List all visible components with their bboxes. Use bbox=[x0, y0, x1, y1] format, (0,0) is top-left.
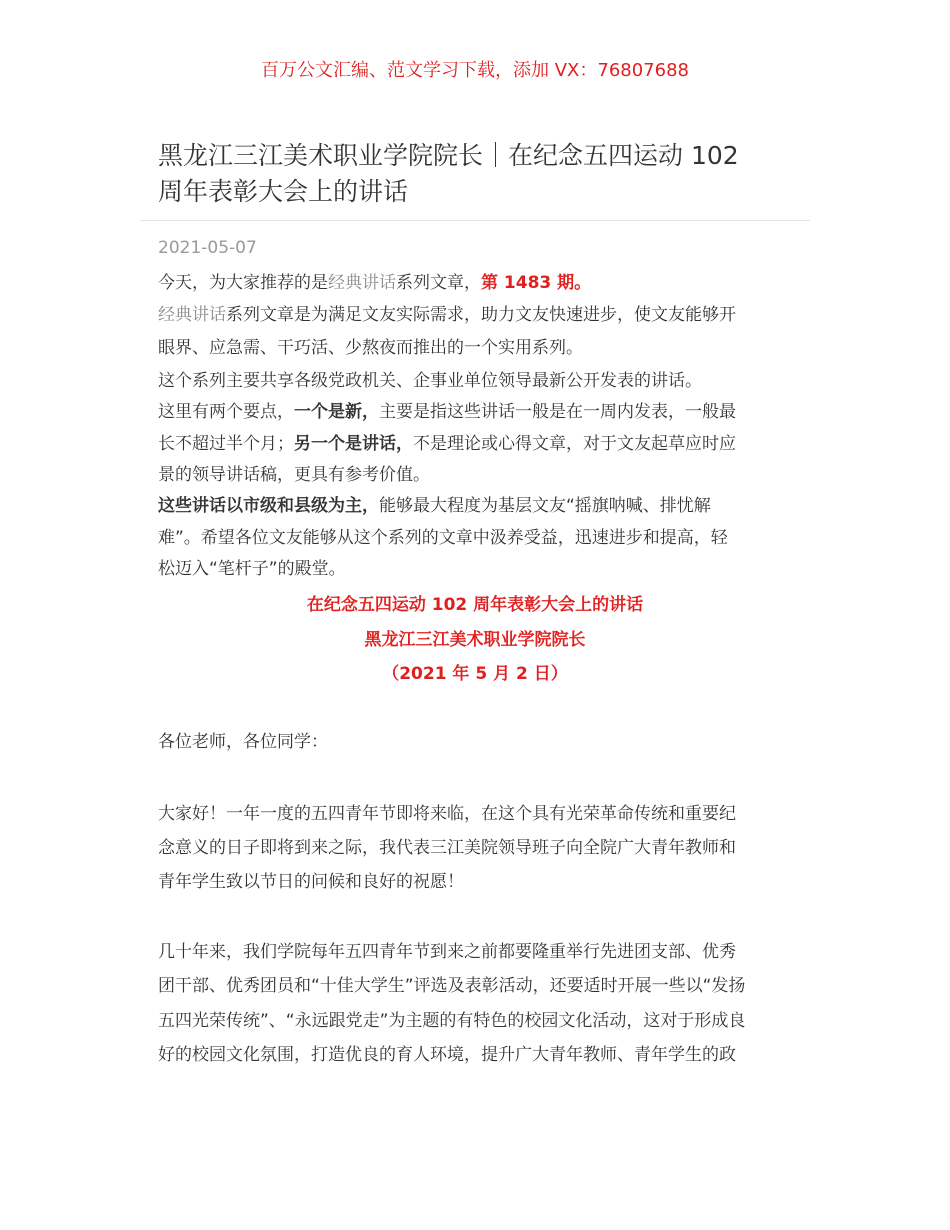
text-segment: 主要是指这些讲话一般是在一周内发表，一般最 bbox=[379, 402, 736, 422]
publish-date: 2021-05-07 bbox=[158, 238, 257, 258]
text-segment: 眼界、应急需、干巧活、少熬夜而推出的一个实用系列。 bbox=[158, 338, 583, 358]
text-segment: 景的领导讲话稿，更具有参考价值。 bbox=[158, 465, 430, 485]
text-segment: 经典讲话 bbox=[328, 273, 396, 293]
intro-line bbox=[158, 523, 728, 548]
text-segment: 今天，为大家推荐的是 bbox=[158, 273, 328, 293]
paragraph-line: 团干部、优秀团员和“十佳大学生”评选及表彰活动，还要适时开展一些以“发扬 bbox=[158, 976, 746, 996]
greeting: 各位老师，各位同学： bbox=[158, 732, 328, 752]
speech-heading-line: （2021 年 5 月 2 日） bbox=[382, 664, 568, 684]
text-segment: 一个是新， bbox=[294, 402, 379, 422]
text-segment: 另一个是讲话， bbox=[294, 434, 413, 454]
text-segment: 这里有两个要点， bbox=[158, 402, 294, 422]
text-segment: 不是理论或心得文章，对于文友起草应时应 bbox=[413, 434, 736, 454]
text-segment: 系列文章， bbox=[396, 273, 481, 293]
text-segment: 这些讲话以市级和县级为主， bbox=[158, 496, 379, 516]
intro-line bbox=[158, 268, 591, 293]
speech-heading-line: 黑龙江三江美术职业学院院长 bbox=[364, 630, 586, 650]
text-segment: 这个系列主要共享各级党政机关、企事业单位领导最新公开发表的讲话。 bbox=[158, 371, 702, 391]
intro-line bbox=[158, 429, 736, 454]
paragraph-line: 五四光荣传统”、“永远跟党走”为主题的有特色的校园文化活动，这对于形成良 bbox=[158, 1011, 746, 1031]
paragraph-line: 青年学生致以节日的问候和良好的祝愿！ bbox=[158, 872, 464, 892]
title-line: 黑龙江三江美术职业学院院长｜在纪念五四运动 102 bbox=[158, 141, 739, 170]
intro-line bbox=[158, 554, 346, 579]
text-segment: 能够最大程度为基层文友“摇旗呐喊、排忧解 bbox=[379, 496, 711, 516]
intro-line bbox=[158, 397, 736, 422]
paragraph-line: 好的校园文化氛围，打造优良的育人环境，提升广大青年教师、青年学生的政 bbox=[158, 1045, 736, 1065]
text-segment: 长不超过半个月； bbox=[158, 434, 294, 454]
title-line: 周年表彰大会上的讲话 bbox=[158, 177, 409, 206]
paragraph-line: 念意义的日子即将到来之际，我代表三江美院领导班子向全院广大青年教师和 bbox=[158, 838, 736, 858]
article-title bbox=[158, 138, 798, 210]
text-segment: 难”。希望各位文友能够从这个系列的文章中汲养受益，迅速进步和提高，轻 bbox=[158, 528, 728, 548]
paragraph-line: 几十年来，我们学院每年五四青年节到来之前都要隆重举行先进团支部、优秀 bbox=[158, 942, 736, 962]
text-segment: 松迈入“笔杆子”的殿堂。 bbox=[158, 559, 346, 579]
promo-banner: 百万公文汇编、范文学习下载，添加 VX：76807688 bbox=[261, 60, 689, 81]
paragraph-line: 大家好！一年一度的五四青年节即将来临，在这个具有光荣革命传统和重要纪 bbox=[158, 804, 736, 824]
divider bbox=[140, 220, 810, 221]
speech-heading-line: 在纪念五四运动 102 周年表彰大会上的讲话 bbox=[306, 595, 644, 615]
text-segment: 第 1483 期。 bbox=[481, 273, 592, 293]
intro-line bbox=[158, 300, 736, 325]
text-segment: 系列文章是为满足文友实际需求，助力文友快速进步，使文友能够开 bbox=[226, 305, 736, 325]
intro-line bbox=[158, 366, 702, 391]
text-segment: 经典讲话 bbox=[158, 305, 226, 325]
intro-line bbox=[158, 333, 583, 358]
intro-line bbox=[158, 460, 430, 485]
intro-line bbox=[158, 491, 711, 516]
